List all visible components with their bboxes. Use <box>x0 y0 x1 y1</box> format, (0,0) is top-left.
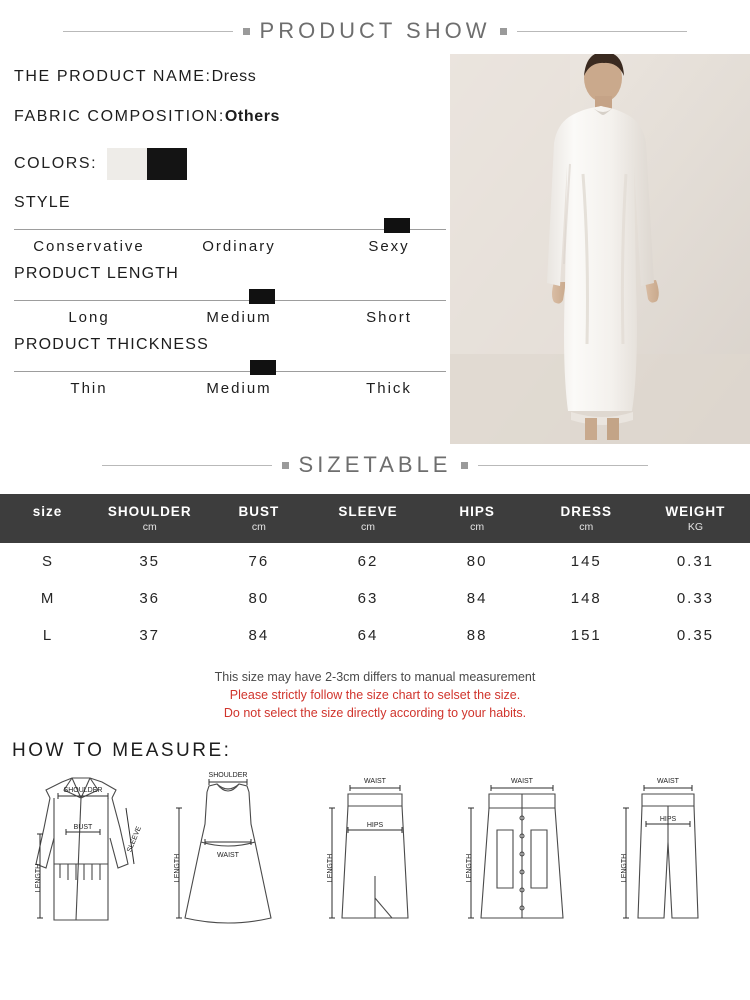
product-name-label: THE PRODUCT NAME: <box>14 68 212 85</box>
svg-text:LENGTH: LENGTH <box>466 854 473 883</box>
attribute-group-length <box>14 265 460 326</box>
svg-text:LENGTH: LENGTH <box>174 854 181 883</box>
colors-row <box>14 148 460 180</box>
header-rule-right <box>517 31 687 32</box>
size-square-left <box>282 462 289 469</box>
svg-text:LENGTH: LENGTH <box>621 854 628 883</box>
model-photo <box>450 54 750 444</box>
unit-bust: cm <box>251 521 266 533</box>
header-square-right <box>500 28 507 35</box>
row-m-hips: 84 <box>466 590 488 607</box>
table-row <box>0 617 750 654</box>
how-to-measure-title: HOW TO MEASURE: <box>12 740 232 762</box>
thickness-track <box>14 358 460 378</box>
style-option-ordinary[interactable]: Ordinary <box>202 238 276 255</box>
size-table-units-row <box>0 521 750 543</box>
row-l-dress: 151 <box>570 627 602 644</box>
length-options <box>14 309 460 326</box>
svg-text:LENGTH: LENGTH <box>327 854 334 883</box>
size-table-title: SIZETABLE <box>298 452 452 477</box>
length-title: PRODUCT LENGTH <box>14 265 179 282</box>
unit-size <box>0 521 95 543</box>
row-s-sleeve: 62 <box>357 553 379 570</box>
product-name-line <box>14 68 460 86</box>
svg-text:WAIST: WAIST <box>511 778 533 786</box>
style-title: STYLE <box>14 194 71 211</box>
size-table-header-row <box>0 494 750 521</box>
dress-diagram <box>157 768 299 928</box>
row-m-shoulder: 36 <box>139 590 161 607</box>
style-track <box>14 216 460 236</box>
row-s-bust: 76 <box>248 553 270 570</box>
thickness-option-thick[interactable]: Thick <box>366 380 412 397</box>
col-header-shoulder: SHOULDER <box>107 504 192 519</box>
col-header-bust: BUST <box>238 504 280 519</box>
size-note-follow-chart: Please strictly follow the size chart to selset the size. <box>229 688 521 703</box>
size-rule-left <box>102 465 272 466</box>
row-s-dress: 145 <box>570 553 602 570</box>
unit-dress: cm <box>579 521 594 533</box>
size-rule-right <box>478 465 648 466</box>
white-swatch[interactable] <box>107 148 147 180</box>
how-to-measure-figures <box>0 768 750 936</box>
svg-text:HIPS: HIPS <box>659 816 677 824</box>
table-row <box>0 543 750 580</box>
row-l-bust: 84 <box>248 627 270 644</box>
col-header-dress: DRESS <box>560 504 613 519</box>
length-rule <box>14 300 446 301</box>
thickness-option-thin[interactable]: Thin <box>70 380 108 397</box>
style-option-conservative[interactable]: Conservative <box>33 238 145 255</box>
row-l-weight: 0.35 <box>676 627 715 644</box>
table-row <box>0 580 750 617</box>
short-skirt-diagram <box>451 768 593 928</box>
row-l-sleeve: 64 <box>357 627 379 644</box>
length-track <box>14 287 460 307</box>
product-name-value: Dress <box>211 68 257 85</box>
row-s-weight: 0.31 <box>676 553 715 570</box>
fabric-line <box>14 108 460 126</box>
model-photo-illustration <box>450 54 750 444</box>
unit-hips: cm <box>470 521 485 533</box>
col-header-sleeve: SLEEVE <box>338 504 398 519</box>
svg-text:SHOULDER: SHOULDER <box>63 787 103 795</box>
colors-label: COLORS: <box>14 155 98 172</box>
thickness-option-medium[interactable]: Medium <box>206 380 272 397</box>
length-option-medium[interactable]: Medium <box>206 309 272 326</box>
shirt-diagram <box>10 768 152 928</box>
svg-text:WAIST: WAIST <box>217 852 239 860</box>
row-l-hips: 88 <box>466 627 488 644</box>
row-m-bust: 80 <box>248 590 270 607</box>
thickness-title: PRODUCT THICKNESS <box>14 336 209 353</box>
row-m-size: M <box>40 590 55 607</box>
row-s-hips: 80 <box>466 553 488 570</box>
length-option-short[interactable]: Short <box>366 309 412 326</box>
row-m-weight: 0.33 <box>676 590 715 607</box>
skirt-diagram <box>304 768 446 928</box>
row-s-shoulder: 35 <box>139 553 161 570</box>
col-header-weight: WEIGHT <box>665 504 726 519</box>
svg-text:SHOULDER: SHOULDER <box>208 772 248 780</box>
row-m-sleeve: 63 <box>357 590 379 607</box>
svg-text:HIPS: HIPS <box>366 822 384 830</box>
size-notes <box>0 668 750 722</box>
thickness-rule <box>14 371 446 372</box>
size-square-right <box>461 462 468 469</box>
svg-text:WAIST: WAIST <box>364 778 386 786</box>
size-note-measurement: This size may have 2-3cm differs to manual measurement <box>214 670 536 684</box>
pants-diagram <box>598 768 740 928</box>
black-swatch[interactable] <box>147 148 187 180</box>
header-square-left <box>243 28 250 35</box>
size-table <box>0 494 750 654</box>
product-show-title: PRODUCT SHOW <box>259 18 491 43</box>
svg-text:LENGTH: LENGTH <box>35 864 42 893</box>
thickness-options <box>14 380 460 397</box>
product-show-header <box>0 0 750 54</box>
row-l-shoulder: 37 <box>139 627 161 644</box>
style-rule <box>14 229 446 230</box>
row-l-size: L <box>42 627 53 644</box>
style-marker <box>384 218 410 233</box>
attribute-group-thickness <box>14 336 460 397</box>
product-attributes <box>0 54 460 397</box>
unit-weight: KG <box>687 521 703 533</box>
svg-text:WAIST: WAIST <box>657 778 679 786</box>
size-note-habits: Do not select the size directly according to your habits. <box>223 706 527 721</box>
col-header-hips: HIPS <box>459 504 495 519</box>
attribute-group-style <box>14 194 460 255</box>
col-header-size: size <box>32 504 63 519</box>
svg-text:SLEEVE: SLEEVE <box>126 825 143 854</box>
fabric-value: Others <box>224 108 281 125</box>
header-rule-left <box>63 31 233 32</box>
style-option-sexy[interactable]: Sexy <box>368 238 410 255</box>
style-options <box>14 238 460 255</box>
product-info-section <box>0 54 750 434</box>
unit-sleeve: cm <box>360 521 375 533</box>
length-marker <box>249 289 275 304</box>
length-option-long[interactable]: Long <box>68 309 110 326</box>
row-m-dress: 148 <box>570 590 602 607</box>
fabric-label: FABRIC COMPOSITION: <box>14 108 225 125</box>
thickness-marker <box>250 360 276 375</box>
unit-shoulder: cm <box>142 521 157 533</box>
row-s-size: S <box>42 553 54 570</box>
svg-text:BUST: BUST <box>73 824 93 832</box>
